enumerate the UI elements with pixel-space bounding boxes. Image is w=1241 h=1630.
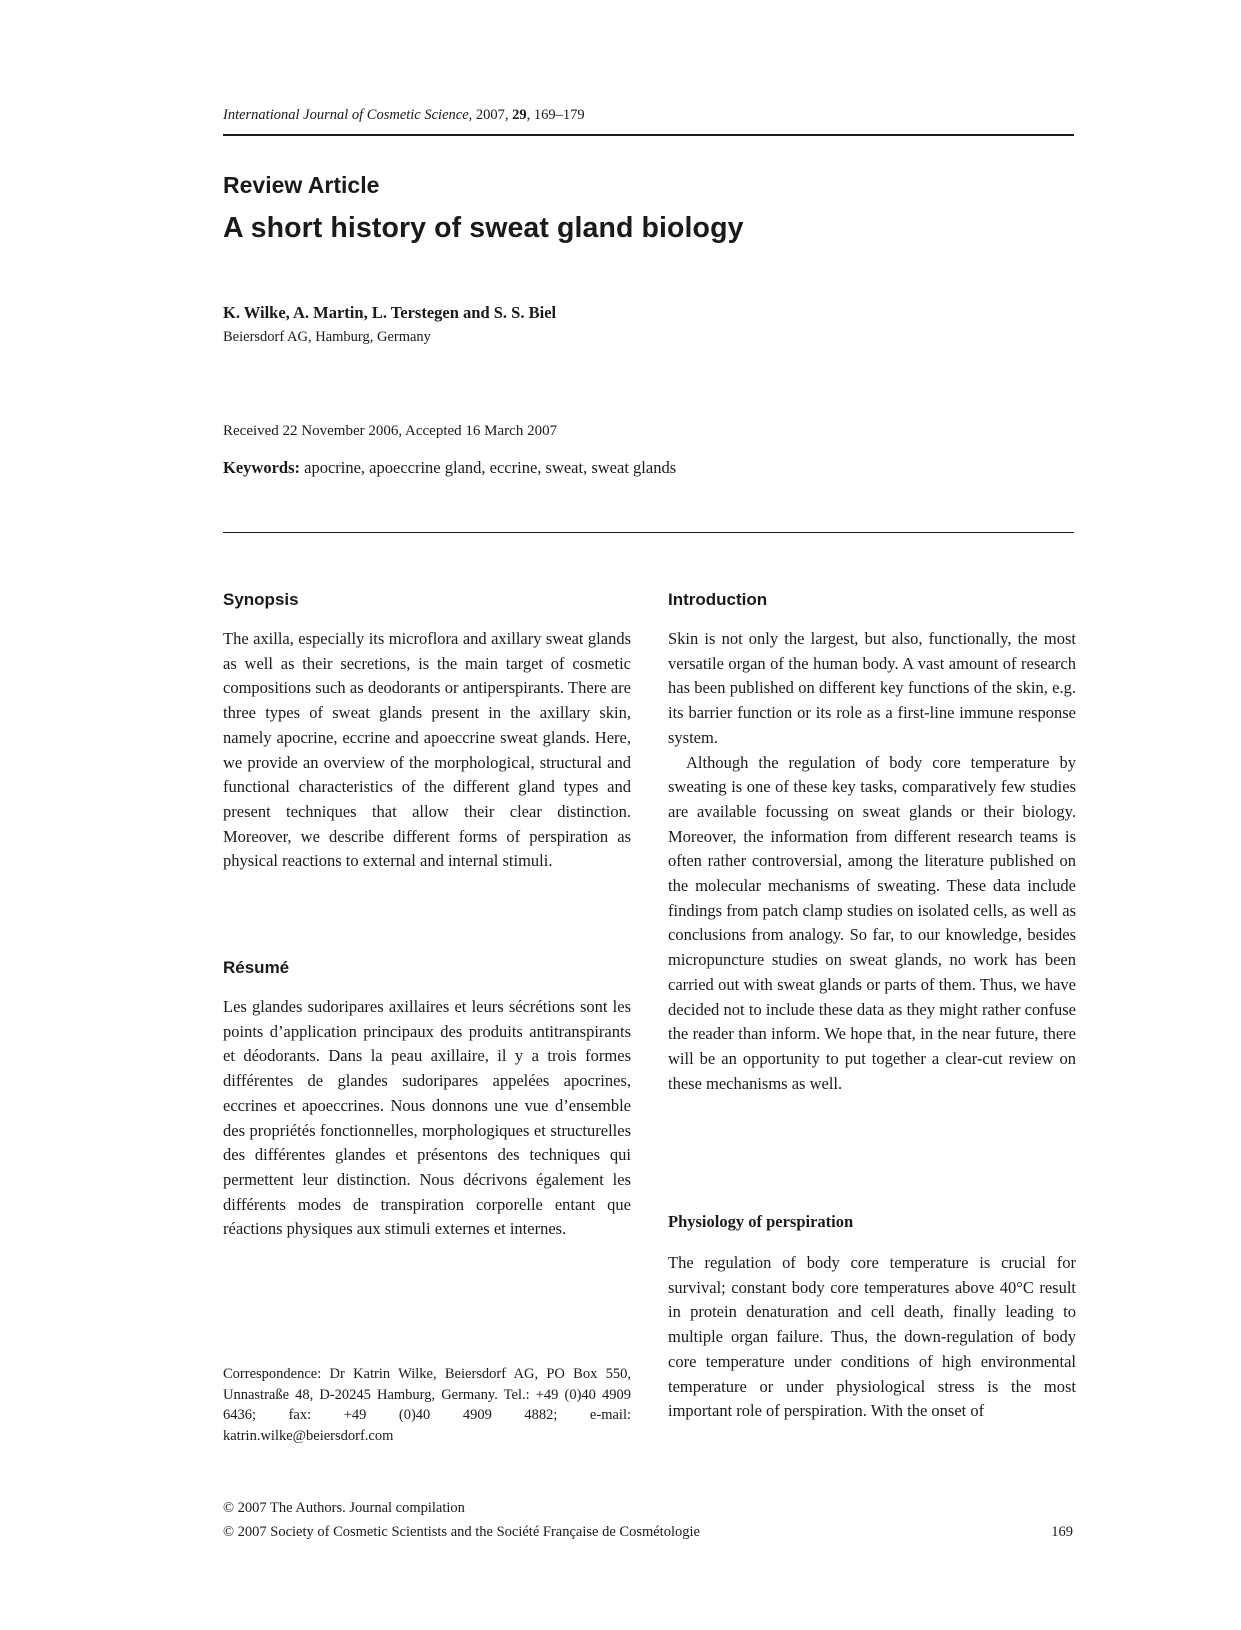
- physiology-text: The regulation of body core temperature is crucial for survival; constant body core temperatures above 40°C result in protein denaturation and cell death, finally leading to multiple organ failure. Thus, the down-regulation of body core temperature under conditions of high environmental temperature or under physiological stress is the most important role of perspiration. With the onset of: [668, 1253, 1076, 1421]
- synopsis-text: The axilla, especially its microflora and axillary sweat glands as well as their secretions, is the main target of cosmetic compositions such as deodorants or antiperspirants. There are three types of sweat glands present in the axillary skin, namely apocrine, eccrine and apoeccrine sweat glands. Here, we provide an overview of the morphological, structural and functional characteristics of the different gland types and present techniques that allow their clear distinction. Moreover, we describe different forms of perspiration as physical reactions to external and internal stimuli.: [223, 629, 631, 871]
- page-number: 169: [1051, 1524, 1073, 1540]
- keywords-label: Keywords:: [223, 458, 300, 477]
- copyright-line-1: © 2007 The Authors. Journal compilation: [223, 1500, 465, 1516]
- correspondence: Correspondence: Dr Katrin Wilke, Beiersdorf AG, PO Box 550, Unnastraße 48, D-20245 Hamburg, Germany. Tel.: +49 (0)40 4909 6436; fax: +49 (0)40 4909 4882; e-mail: katrin.wilke@beiersdorf.com: [223, 1366, 631, 1444]
- resume-heading: Résumé: [223, 958, 290, 977]
- keywords: [223, 458, 676, 478]
- running-head: International Journal of Cosmetic Science, 2007, 29, 169–179: [223, 107, 585, 123]
- received-dates: Received 22 November 2006, Accepted 16 March 2007: [223, 423, 558, 439]
- copyright-line-2: © 2007 Society of Cosmetic Scientists and the Société Française de Cosmétologie: [223, 1524, 700, 1540]
- journal-pages: , 169–179: [526, 107, 585, 123]
- synopsis-heading: Synopsis: [223, 590, 299, 609]
- journal-year: 2007,: [475, 107, 509, 123]
- introduction-heading: Introduction: [668, 590, 768, 609]
- article-type: Review Article: [223, 172, 380, 198]
- section-rule: [223, 532, 1074, 533]
- physiology-heading: Physiology of perspiration: [668, 1212, 854, 1231]
- introduction-paragraph: Skin is not only the largest, but also, functionally, the most versatile organ of the human body. A vast amount of research has been published on different key functions of the skin, e.g. its barrier function or its role as a first-line immune response system.: [668, 629, 1076, 747]
- journal-name: International Journal of Cosmetic Science: [223, 107, 469, 123]
- article-title: A short history of sweat gland biology: [223, 212, 744, 244]
- affiliation: Beiersdorf AG, Hamburg, Germany: [223, 329, 431, 345]
- keywords-list: apocrine, apoeccrine gland, eccrine, sweat, sweat glands: [300, 458, 677, 477]
- journal-volume: 29: [512, 107, 527, 123]
- introduction-body: [668, 627, 1076, 1096]
- resume-text: Les glandes sudoripares axillaires et leurs sécrétions sont les points d’application principaux des produits antitranspirants et déodorants. Dans la peau axillaire, il y a trois formes différentes de glandes sudoripares appelées apocrines, eccrines et apoeccrines. Nous donnons une vue d’ensemble des propriétés fonctionnelles, morphologiques et structurelles des différentes glandes et présentons des techniques qui permettent leur distinction. Nous décrivons également les différents modes de transpiration corporelle entant que réactions physiques aux stimuli externes et internes.: [223, 997, 631, 1239]
- introduction-paragraph: Although the regulation of body core temperature by sweating is one of these key tasks, comparatively few studies are available focussing on sweat glands or their biology. Moreover, the information from different research teams is often rather controversial, among the literature published on the molecular mechanisms of sweating. These data include findings from patch clamp studies on isolated cells, as well as conclusions from analogy. So far, to our knowledge, besides micropuncture studies on sweat glands, no work has been carried out with sweat glands or parts of them. Thus, we have decided not to include these data as they might rather confuse the reader than inform. We hope that, in the near future, there will be an opportunity to put together a clear-cut review on these mechanisms as well.: [668, 752, 1076, 1093]
- author-list: K. Wilke, A. Martin, L. Terstegen and S. S. Biel: [223, 303, 557, 322]
- header-rule: [223, 134, 1074, 136]
